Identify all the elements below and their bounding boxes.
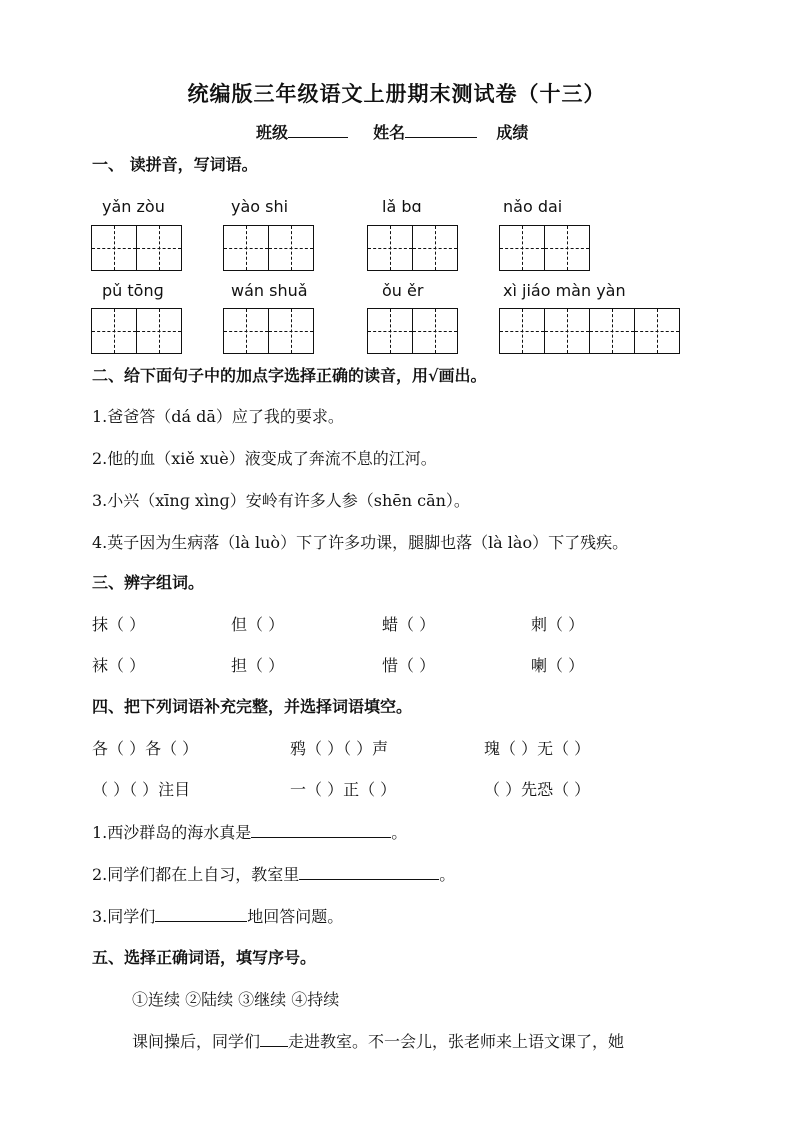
period: 。 <box>439 865 456 884</box>
grid-cell[interactable] <box>544 309 589 353</box>
word-blank[interactable]: 喇（ ） <box>531 656 585 675</box>
question-line: 2.他的血（xiě xuè）液变成了奔流不息的江河。 <box>92 449 437 468</box>
writing-grid[interactable] <box>223 308 314 354</box>
idiom-blank[interactable]: 鸦（ ）（ ）声 <box>290 739 389 758</box>
passage-text: 课间操后，同学们 <box>132 1032 261 1051</box>
score-label: 成绩 <box>496 123 529 142</box>
grid-cell[interactable] <box>544 226 589 270</box>
question-text: 2.同学们都在上自习，教室里 <box>92 865 300 884</box>
section-2-heading: 二、给下面句子中的加点字选择正确的读音，用√画出。 <box>92 366 487 385</box>
section-3-heading: 三、辨字组词。 <box>92 573 205 592</box>
grid-cell[interactable] <box>92 309 136 353</box>
question-line: 3.小兴（xīnɡ xìnɡ）安岭有许多人参（shēn cān）。 <box>92 491 470 510</box>
grid-cell[interactable] <box>268 226 313 270</box>
writing-grid[interactable] <box>91 308 182 354</box>
word-blank[interactable]: 惜（ ） <box>382 656 436 675</box>
writing-grid[interactable] <box>499 225 590 271</box>
idiom-blank[interactable]: （ ）（ ）注目 <box>92 780 191 799</box>
grid-cell[interactable] <box>136 226 181 270</box>
pinyin-label: yǎn zòu <box>102 197 165 216</box>
pinyin-label: nǎo dai <box>503 197 563 216</box>
grid-cell[interactable] <box>368 309 412 353</box>
idiom-blank[interactable]: 各（ ）各（ ） <box>92 739 199 758</box>
class-label: 班级 <box>256 123 289 142</box>
pinyin-label: yào shi <box>231 197 289 216</box>
fill-question-1 <box>92 820 407 843</box>
grid-cell[interactable] <box>589 309 634 353</box>
question-line: 1.爸爸答（dá dā）应了我的要求。 <box>92 407 344 426</box>
pinyin-label: pǔ tōnɡ <box>102 281 164 300</box>
grid-cell[interactable] <box>634 309 679 353</box>
question-text: 3.同学们 <box>92 907 156 926</box>
idiom-blank[interactable]: 一（ ）正（ ） <box>290 780 397 799</box>
pinyin-label: ǒu ěr <box>382 281 424 300</box>
answer-blank[interactable] <box>155 907 247 922</box>
word-blank[interactable]: 担（ ） <box>231 656 285 675</box>
name-blank[interactable] <box>405 123 477 138</box>
word-options: ①连续 ②陆续 ③继续 ④持续 <box>132 990 340 1009</box>
writing-grid[interactable] <box>223 225 314 271</box>
idiom-blank[interactable]: （ ）先恐（ ） <box>484 780 591 799</box>
word-blank[interactable]: 袜（ ） <box>92 656 146 675</box>
answer-blank[interactable] <box>251 823 391 838</box>
grid-cell[interactable] <box>224 309 268 353</box>
word-blank[interactable]: 蜡（ ） <box>382 615 436 634</box>
grid-cell[interactable] <box>136 309 181 353</box>
grid-cell[interactable] <box>412 226 457 270</box>
name-label: 姓名 <box>373 123 406 142</box>
idiom-blank[interactable]: 瑰（ ）无（ ） <box>484 739 591 758</box>
class-blank[interactable] <box>288 123 348 138</box>
answer-blank[interactable] <box>260 1032 288 1047</box>
grid-cell[interactable] <box>500 226 544 270</box>
question-tail: 地回答问题。 <box>247 907 344 926</box>
writing-grid[interactable] <box>367 308 458 354</box>
period: 。 <box>391 823 408 842</box>
word-blank[interactable]: 刺（ ） <box>531 615 585 634</box>
page-title: 统编版三年级语文上册期末测试卷（十三） <box>187 81 606 106</box>
question-line: 4.英子因为生病落（là luò）下了许多功课，腿脚也落（là lào）下了残疾。 <box>92 533 629 552</box>
grid-cell[interactable] <box>368 226 412 270</box>
writing-grid[interactable] <box>91 225 182 271</box>
grid-cell[interactable] <box>412 309 457 353</box>
grid-cell[interactable] <box>268 309 313 353</box>
fill-question-2 <box>92 862 455 885</box>
grid-cell[interactable] <box>500 309 544 353</box>
grid-cell[interactable] <box>224 226 268 270</box>
word-blank[interactable]: 但（ ） <box>231 615 285 634</box>
pinyin-label: wán shuǎ <box>231 281 308 300</box>
answer-blank[interactable] <box>299 865 439 880</box>
section-1-heading: 一、 读拼音，写词语。 <box>92 155 258 174</box>
writing-grid[interactable] <box>367 225 458 271</box>
pinyin-label: lǎ bɑ <box>382 197 422 216</box>
section-4-heading: 四、把下列词语补充完整，并选择词语填空。 <box>92 697 413 716</box>
writing-grid[interactable] <box>499 308 680 354</box>
pinyin-label: xì jiáo màn yàn <box>503 281 626 300</box>
section-5-heading: 五、选择正确词语，填写序号。 <box>92 948 317 967</box>
passage-text: 走进教室。不一会儿，张老师来上语文课了，她 <box>288 1032 625 1051</box>
grid-cell[interactable] <box>92 226 136 270</box>
passage-line <box>132 1029 624 1052</box>
fill-question-3 <box>92 904 343 927</box>
student-info <box>256 120 528 143</box>
word-blank[interactable]: 抹（ ） <box>92 615 146 634</box>
question-text: 1.西沙群岛的海水真是 <box>92 823 252 842</box>
